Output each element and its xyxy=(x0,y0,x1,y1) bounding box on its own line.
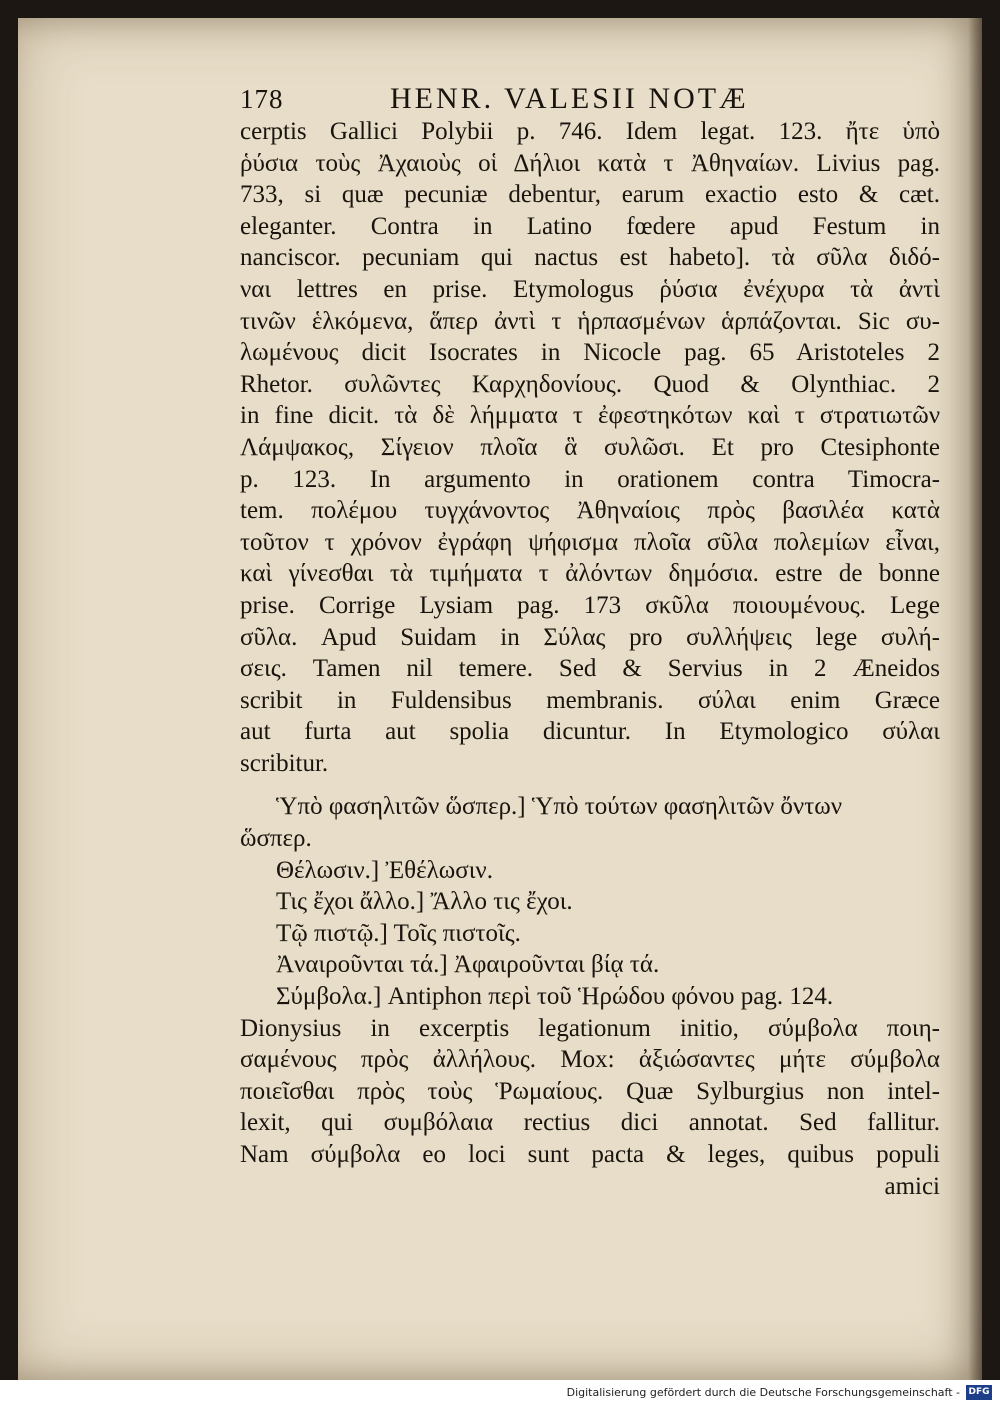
text-line xyxy=(240,527,940,559)
text-line xyxy=(240,274,940,306)
page-spine-shadow xyxy=(968,18,982,1380)
text-line-text: cerptis Gallici Polybii p. 746. Idem legat. 123. ἤτε ὑπὸ xyxy=(240,118,940,145)
text-line-text: ποιεῖσθαι πρὸς τοὺς Ῥωμαίους. Quæ Sylburgius non intel- xyxy=(240,1077,940,1105)
text-line xyxy=(240,211,940,243)
text-line xyxy=(240,748,940,780)
text-line-text: ῥύσια τοὺς Ἀχαιοὺς οἱ Δήλιοι κατὰ τ Ἀθηναίων. Livius pag. xyxy=(240,149,940,177)
text-line xyxy=(240,337,940,369)
text-line-text: τοῦτον τ χρόνον ἐγράφη ψήφισμα πλοῖα σῦλα πολεμίων εἶναι, xyxy=(240,528,940,556)
dfg-logo: DFG xyxy=(966,1385,992,1400)
text-line xyxy=(240,116,940,148)
lemma-line-text: Τῷ πιστῷ.] Τοῖς πιστοῖς. xyxy=(276,919,521,947)
page-number: 178 xyxy=(240,84,284,114)
lemma-line-text: Τις ἔχοι ἄλλο.] Ἄλλο τις ἔχοι. xyxy=(276,888,573,916)
lemma-line xyxy=(240,855,940,887)
text-line xyxy=(240,653,940,685)
text-line-text: τινῶν ἑλκόμενα, ἅπερ ἀντὶ τ ἡρπασμένων ἁρπάζονται. Sic συ- xyxy=(240,307,940,335)
page-text-block xyxy=(240,80,940,1202)
text-line-text: 733, si quæ pecuniæ debentur, earum exactio esto & cæt. xyxy=(240,181,940,209)
lemma-line-text: ὥσπερ. xyxy=(240,825,312,853)
text-line-text: eleganter. Contra in Latino fœdere apud Festum in xyxy=(240,212,940,240)
text-line xyxy=(240,1139,940,1171)
lemma-line-text: Θέλωσιν.] Ἐθέλωσιν. xyxy=(276,856,493,884)
text-line xyxy=(240,464,940,496)
text-line-text: Nam σύμβολα eo loci sunt pacta & leges, quibus populi xyxy=(240,1141,940,1168)
text-line xyxy=(240,369,940,401)
footer-credit: Digitalisierung gefördert durch die Deutsche Forschungsgemeinschaft - xyxy=(566,1386,960,1399)
text-line-text: ναι lettres en prise. Etymologus ῥύσια ἐνέχυρα τὰ ἀντὶ xyxy=(240,275,940,303)
text-line-text: scribit in Fuldensibus membranis. σύλαι enim Græce xyxy=(240,686,940,714)
text-line-text: aut furta aut spolia dicuntur. In Etymologico σύλαι xyxy=(240,718,940,746)
text-line-text: σῦλα. Apud Suidam in Σύλας pro συλλήψεις lege συλή- xyxy=(240,623,940,651)
text-line xyxy=(240,400,940,432)
text-line xyxy=(240,981,940,1013)
text-line-text: in fine dicit. τὰ δὲ λήμματα τ ἐφεστηκότων καὶ τ στρατιωτῶν xyxy=(240,402,940,430)
text-line-text: σαμένους πρὸς ἀλλήλους. Mox: ἀξιώσαντες μήτε σύμβολα xyxy=(240,1046,940,1074)
text-line-text: lexit, qui συμβόλαια rectius dici annotat. Sed fallitur. xyxy=(240,1109,940,1137)
lemma-line xyxy=(240,918,940,950)
text-line xyxy=(240,1044,940,1076)
text-line xyxy=(240,242,940,274)
lemma-line-text: Ἀναιροῦνται τά.] Ἀφαιροῦνται βίᾳ τά. xyxy=(276,951,660,979)
book-page xyxy=(18,18,982,1380)
lemma-list xyxy=(240,791,940,981)
text-line xyxy=(240,1013,940,1045)
text-line xyxy=(240,148,940,180)
text-line xyxy=(240,622,940,654)
text-line-text: λωμένους dicit Isocrates in Nicocle pag. 65 Aristoteles 2 xyxy=(240,339,940,367)
text-line xyxy=(240,716,940,748)
text-line xyxy=(240,306,940,338)
running-title: HENR. VALESII NOTÆ xyxy=(390,82,749,115)
text-line xyxy=(240,685,940,717)
text-line-text: Λάμψακος, Σίγειον πλοῖα ἃ συλῶσι. Et pro Ctesiphonte xyxy=(240,433,940,461)
closing-paragraph xyxy=(240,981,940,1171)
lemma-line xyxy=(240,823,940,855)
text-line-text: Rhetor. συλῶντες Καρχηδονίους. Quod & Olynthiac. 2 xyxy=(240,370,940,398)
text-line-text: καὶ γίνεσθαι τὰ τιμήματα τ ἀλόντων δημόσια. estre de bonne xyxy=(240,560,940,588)
catchword-row xyxy=(240,1171,940,1203)
digitization-footer xyxy=(0,1380,1000,1407)
text-line xyxy=(240,590,940,622)
lemma-line xyxy=(240,949,940,981)
text-line-text: tem. πολέμου τυγχάνοντος Ἀθηναίοις πρὸς βασιλέα κατὰ xyxy=(240,497,940,525)
text-line xyxy=(240,432,940,464)
text-line xyxy=(240,179,940,211)
page-header xyxy=(240,80,940,116)
text-line-text: prise. Corrige Lysiam pag. 173 σκῦλα ποιουμένους. Lege xyxy=(240,591,940,619)
text-line-text: Dionysius in excerptis legationum initio, σύμβολα ποιη- xyxy=(240,1014,940,1042)
lemma-line xyxy=(240,791,940,823)
text-line-text: nanciscor. pecuniam qui nactus est habeto]. τὰ σῦλα διδό- xyxy=(240,244,940,272)
text-line xyxy=(240,558,940,590)
text-line xyxy=(240,495,940,527)
text-line-text: σεις. Tamen nil temere. Sed & Servius in 2 Æneidos xyxy=(240,655,940,683)
text-line-text: scribitur. xyxy=(240,749,329,777)
text-line-text: p. 123. In argumento in orationem contra Timocra- xyxy=(240,465,940,493)
text-line-text: Σύμβολα.] Antiphon περὶ τοῦ Ἡρώδου φόνου pag. 124. xyxy=(276,983,834,1011)
lemma-line xyxy=(240,886,940,918)
body-paragraph xyxy=(240,116,940,779)
catchword: amici xyxy=(884,1172,940,1200)
text-line xyxy=(240,1107,940,1139)
text-line xyxy=(240,1076,940,1108)
lemma-line-text: Ὑπὸ φασηλιτῶν ὥσπερ.] Ὑπὸ τούτων φασηλιτῶν ὄντων xyxy=(276,793,843,821)
